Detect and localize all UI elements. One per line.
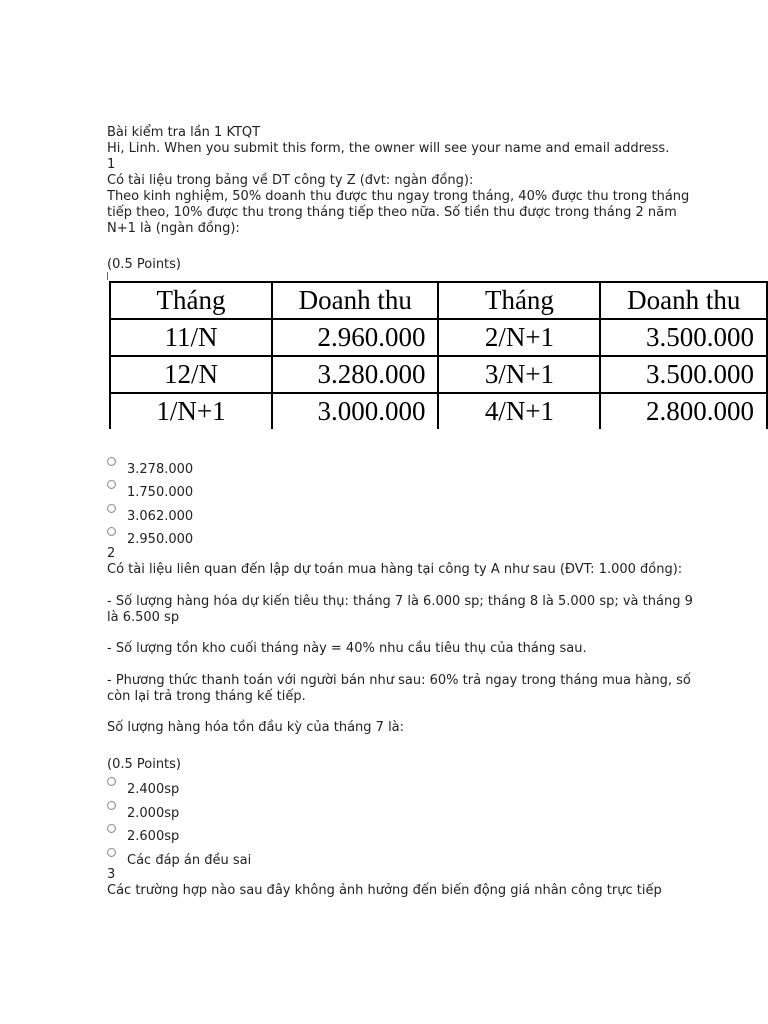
radio-button-icon[interactable] — [107, 480, 116, 489]
radio-button-icon[interactable] — [107, 504, 116, 513]
question-3-intro: Các trường hợp nào sau đây không ảnh hưởng đến biến động giá nhân công trực tiếp — [107, 883, 662, 898]
table-cell: 11/N — [110, 319, 272, 356]
option-q2-d[interactable] — [107, 848, 252, 868]
option-label: 2.000sp — [127, 806, 180, 821]
radio-button-icon[interactable] — [107, 848, 116, 857]
radio-button-icon[interactable] — [107, 527, 116, 536]
question-2-paragraph-1: - Số lượng hàng hóa dự kiến tiêu thụ: tháng 7 là 6.000 sp; tháng 8 là 5.000 sp; và tháng 9 là 6.500 sp — [107, 594, 693, 625]
table-cell: 3.280.000 — [272, 356, 439, 393]
table-cell: 2.960.000 — [272, 319, 439, 356]
table-cell: 3.500.000 — [600, 356, 767, 393]
table-header-cell: Doanh thu — [600, 282, 767, 319]
radio-button-icon[interactable] — [107, 457, 116, 466]
form-title: Bài kiểm tra lần 1 KTQT — [107, 125, 261, 140]
table-header-row — [110, 282, 767, 319]
table-header-cell: Tháng — [438, 282, 600, 319]
table-row — [110, 393, 767, 429]
option-label: Các đáp án đều sai — [127, 853, 252, 868]
option-q1-c[interactable] — [107, 504, 194, 524]
radio-button-icon[interactable] — [107, 801, 116, 810]
option-q2-b[interactable] — [107, 801, 180, 821]
table-cell: 12/N — [110, 356, 272, 393]
table-cell: 3.500.000 — [600, 319, 767, 356]
table-cell: 2/N+1 — [438, 319, 600, 356]
text-cursor — [107, 272, 108, 280]
question-1-body: Theo kinh nghiệm, 50% doanh thu được thu ngay trong tháng, 40% được thu trong tháng tiếp theo, 10% được thu trong tháng tiếp theo nữa. Số tiền thu được trong tháng 2 năm N+1 là (ngàn đồng): — [107, 189, 690, 236]
option-label: 3.278.000 — [127, 462, 194, 477]
option-q1-a[interactable] — [107, 457, 194, 477]
option-label: 2.400sp — [127, 782, 180, 797]
table-cell: 3/N+1 — [438, 356, 600, 393]
question-2-number: 2 — [107, 546, 116, 561]
radio-button-icon[interactable] — [107, 777, 116, 786]
table-row — [110, 319, 767, 356]
question-2-points: (0.5 Points) — [107, 757, 182, 772]
table-row — [110, 356, 767, 393]
revenue-table — [109, 281, 768, 429]
radio-button-icon[interactable] — [107, 824, 116, 833]
question-1-intro: Có tài liệu trong bảng về DT công ty Z (đvt: ngàn đồng): — [107, 173, 474, 188]
table-cell: 4/N+1 — [438, 393, 600, 429]
question-2-intro: Có tài liệu liên quan đến lập dự toán mua hàng tại công ty A như sau (ĐVT: 1.000 đồng): — [107, 562, 683, 577]
table-header-cell: Tháng — [110, 282, 272, 319]
option-label: 3.062.000 — [127, 509, 194, 524]
question-1-number: 1 — [107, 157, 116, 172]
table-cell: 2.800.000 — [600, 393, 767, 429]
option-label: 2.950.000 — [127, 532, 194, 547]
table-cell: 1/N+1 — [110, 393, 272, 429]
table-cell: 3.000.000 — [272, 393, 439, 429]
option-label: 1.750.000 — [127, 485, 194, 500]
option-q1-b[interactable] — [107, 480, 194, 500]
table-header-cell: Doanh thu — [272, 282, 439, 319]
question-2-paragraph-2: - Số lượng tồn kho cuối tháng này = 40% nhu cầu tiêu thụ của tháng sau. — [107, 641, 587, 656]
question-1-points: (0.5 Points) — [107, 257, 182, 272]
option-q2-a[interactable] — [107, 777, 180, 797]
revenue-table-image — [109, 281, 768, 429]
question-2-paragraph-3: - Phương thức thanh toán với người bán như sau: 60% trả ngay trong tháng mua hàng, số còn lại trả trong tháng kế tiếp. — [107, 673, 691, 704]
question-3-number: 3 — [107, 867, 116, 882]
question-2-prompt: Số lượng hàng hóa tồn đầu kỳ của tháng 7 là: — [107, 720, 405, 735]
form-greeting: Hi, Linh. When you submit this form, the owner will see your name and email address. — [107, 141, 670, 156]
option-label: 2.600sp — [127, 829, 180, 844]
option-q2-c[interactable] — [107, 824, 180, 844]
option-q1-d[interactable] — [107, 527, 194, 547]
